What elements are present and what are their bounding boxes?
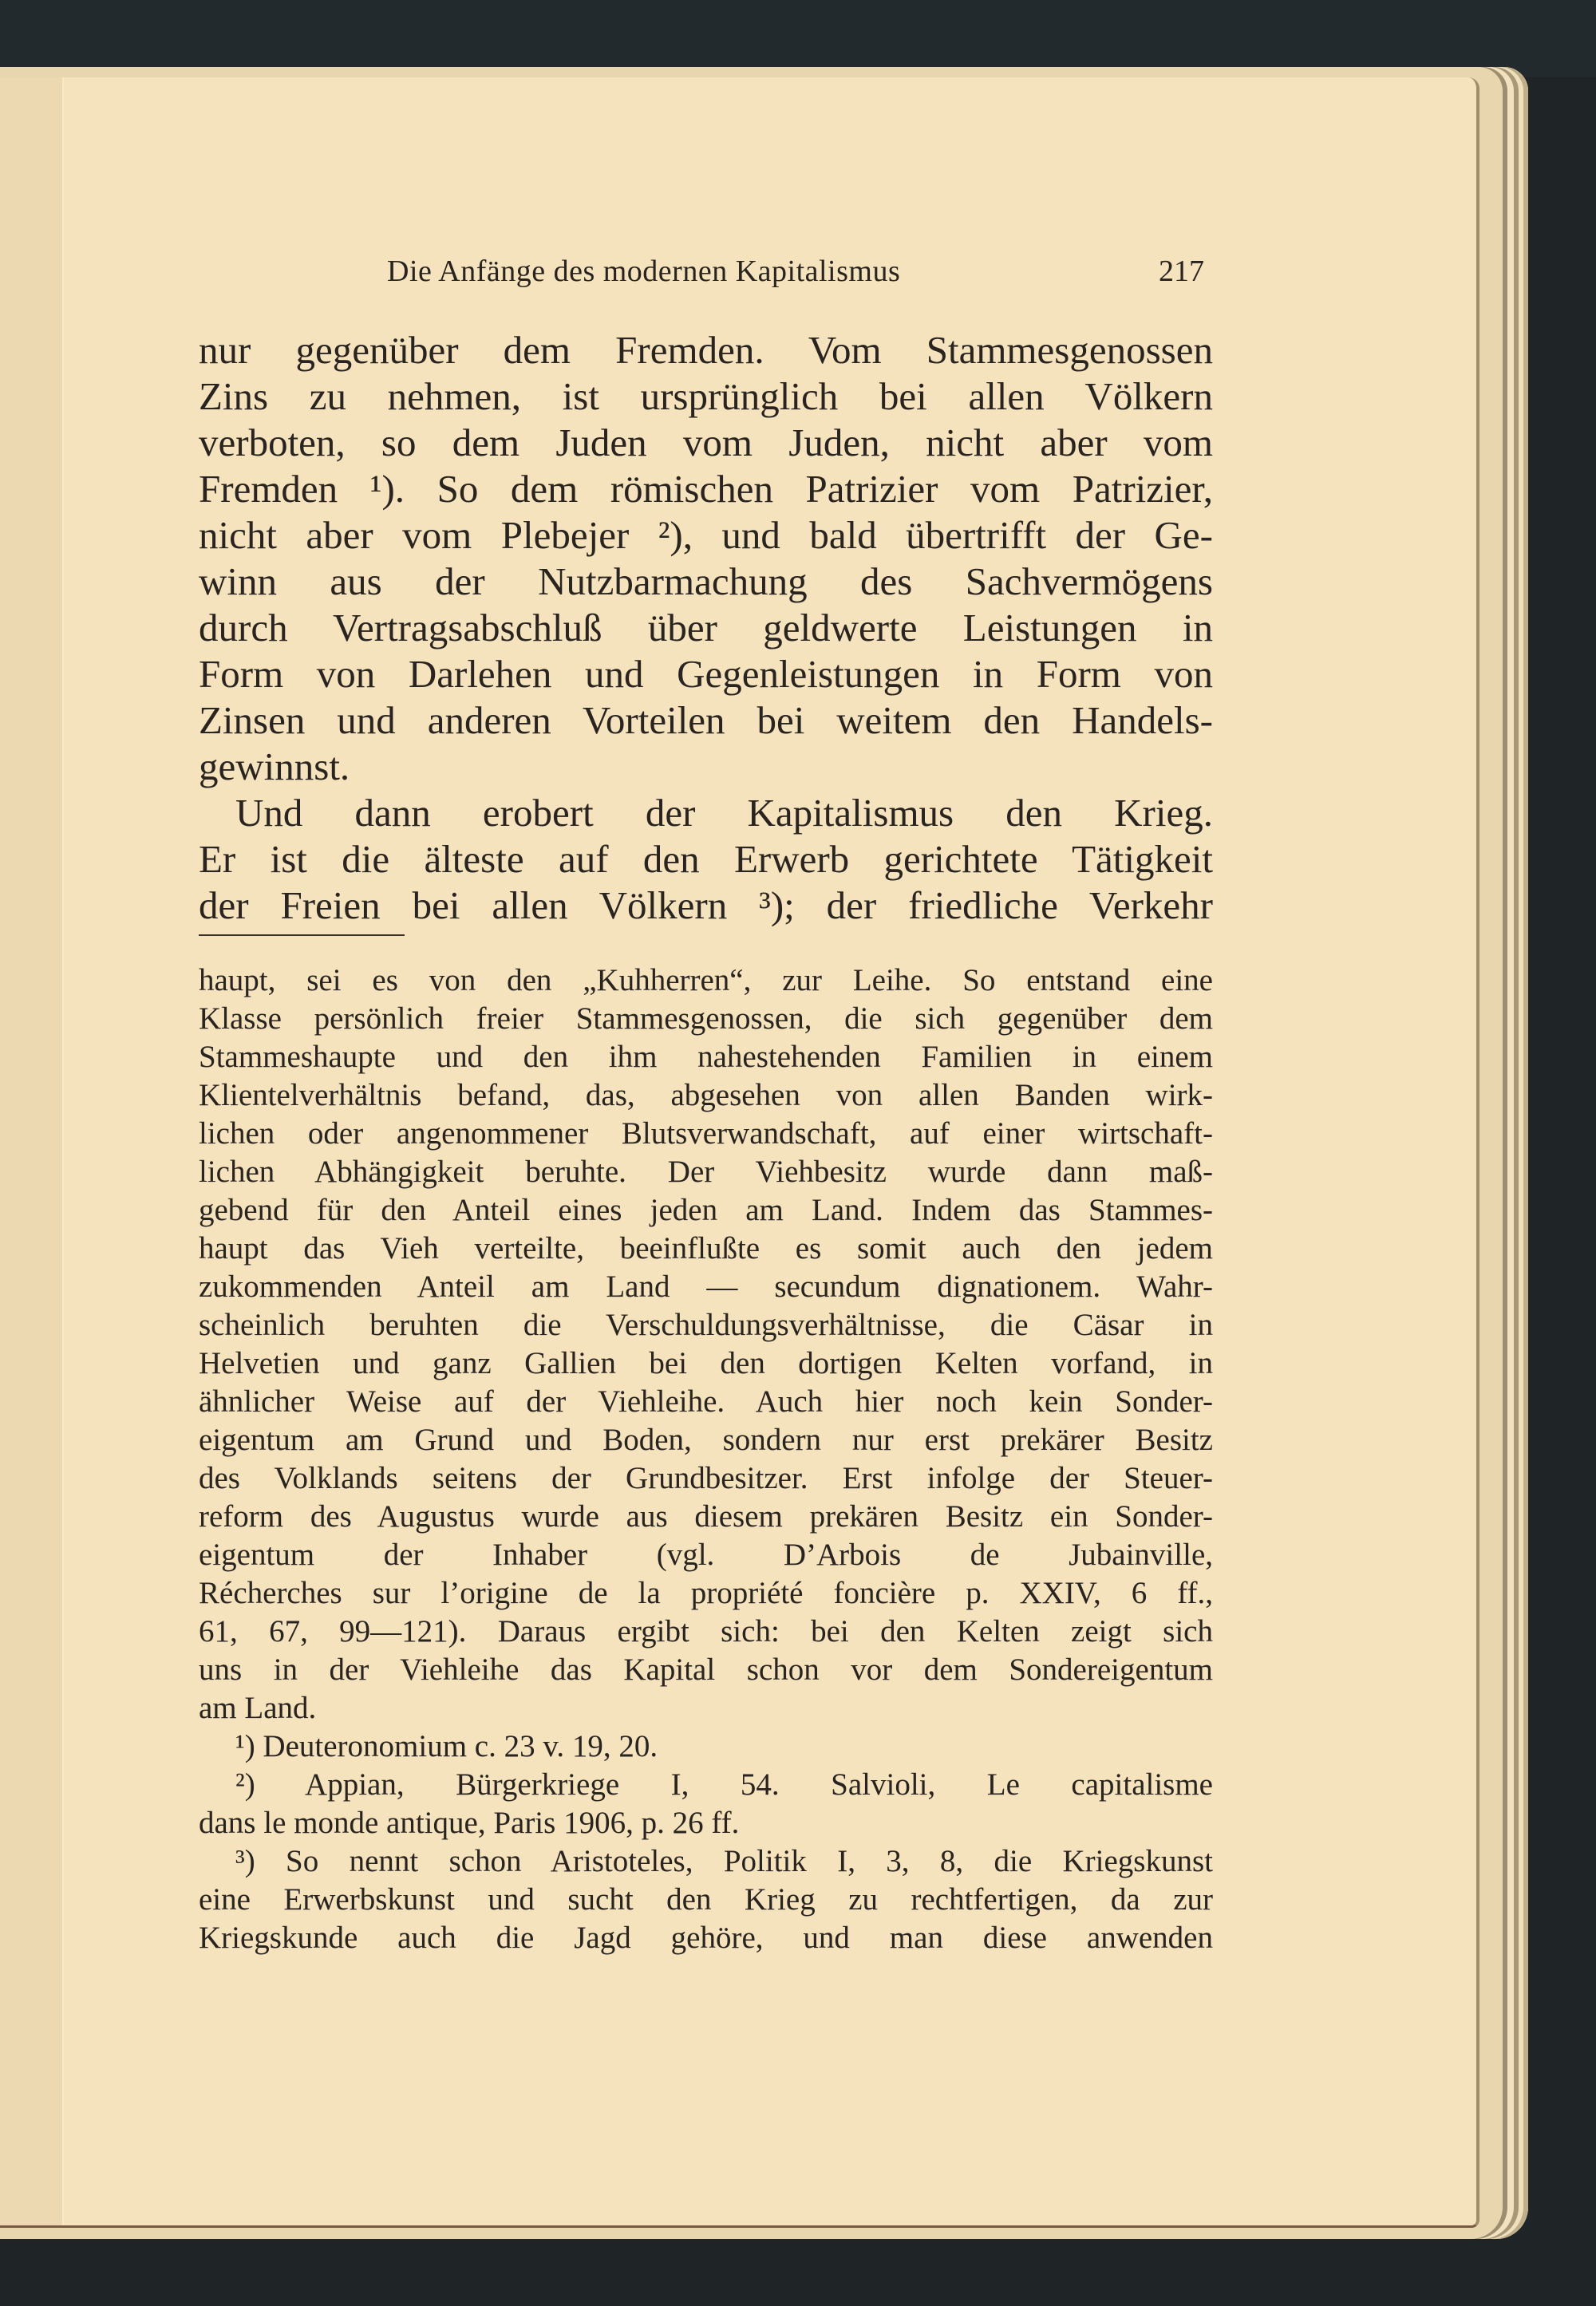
- footnote-line: Récherches sur l’origine de la propriété foncière p. XXIV, 6 ff.,: [199, 1576, 1213, 1610]
- body-text-line: Und dann erobert der Kapitalismus den Krieg.: [235, 791, 1213, 835]
- footnote-line: eigentum am Grund und Boden, sondern nur erst prekärer Besitz: [199, 1423, 1213, 1457]
- body-text-line: nur gegenüber dem Fremden. Vom Stammesgenossen: [199, 328, 1213, 372]
- body-text-line: Er ist die älteste auf den Erwerb gerichtete Tätigkeit: [199, 837, 1213, 881]
- footnote-line: ²) Appian, Bürgerkriege I, 54. Salvioli, Le capitalisme: [235, 1767, 1213, 1802]
- page-number: 217: [1159, 255, 1204, 288]
- scan-background: [0, 0, 1596, 77]
- footnote-line: reform des Augustus wurde aus diesem prekären Besitz ein Sonder-: [199, 1499, 1213, 1534]
- footnote-line: gebend für den Anteil eines jeden am Land. Indem das Stammes-: [199, 1193, 1213, 1227]
- footnote-line: uns in der Viehleihe das Kapital schon vor dem Sondereigentum: [199, 1653, 1213, 1687]
- body-text-line: winn aus der Nutzbarmachung des Sachvermögens: [199, 559, 1213, 603]
- footnote-line: haupt, sei es von den „Kuhherren“, zur Leihe. So entstand eine: [199, 963, 1213, 997]
- footnote-line: Klasse persönlich freier Stammesgenossen, die sich gegenüber dem: [199, 1001, 1213, 1036]
- footnote-line: Klientelverhältnis befand, das, abgesehen von allen Banden wirk-: [199, 1078, 1213, 1112]
- footnote-line: ³) So nennt schon Aristoteles, Politik I, 3, 8, die Kriegskunst: [235, 1844, 1213, 1878]
- footnote-line: am Land.: [199, 1691, 317, 1725]
- book-gutter: [0, 77, 64, 2225]
- body-text-line: Form von Darlehen und Gegenleistungen in Form von: [199, 652, 1213, 696]
- footnote-line: Helvetien und ganz Gallien bei den dortigen Kelten vorfand, in: [199, 1346, 1213, 1380]
- footnote-line: eine Erwerbskunst und sucht den Krieg zu rechtfertigen, da zur: [199, 1882, 1213, 1917]
- footnote-line: des Volklands seitens der Grundbesitzer. Erst infolge der Steuer-: [199, 1461, 1213, 1495]
- body-text-line: Zinsen und anderen Vorteilen bei weitem den Handels-: [199, 698, 1213, 742]
- footnote-line: haupt das Vieh verteilte, beeinflußte es somit auch den jedem: [199, 1231, 1213, 1266]
- footnote-line: ¹) Deuteronomium c. 23 v. 19, 20.: [235, 1729, 658, 1763]
- footnote-line: dans le monde antique, Paris 1906, p. 26 ff.: [199, 1806, 740, 1840]
- running-header-title: Die Anfänge des modernen Kapitalismus: [387, 255, 901, 288]
- footnote-line: ähnlicher Weise auf der Viehleihe. Auch hier noch kein Sonder-: [199, 1384, 1213, 1419]
- body-text-line: der Freien bei allen Völkern ³); der friedliche Verkehr: [199, 883, 1213, 927]
- footnote-line: Kriegskunde auch die Jagd gehöre, und man diese anwenden: [199, 1921, 1213, 1955]
- body-text-line: verboten, so dem Juden vom Juden, nicht aber vom: [199, 421, 1213, 464]
- footnote-line: Stammeshaupte und den ihm nahestehenden Familien in einem: [199, 1040, 1213, 1074]
- body-text-line: gewinnst.: [199, 744, 350, 788]
- body-text-line: Fremden ¹). So dem römischen Patrizier vom Patrizier,: [199, 467, 1213, 511]
- footnote-line: scheinlich beruhten die Verschuldungsverhältnisse, die Cäsar in: [199, 1308, 1213, 1342]
- footnote-separator: [199, 934, 405, 936]
- body-text-line: nicht aber vom Plebejer ²), und bald übertrifft der Ge-: [199, 513, 1213, 557]
- footnote-line: lichen oder angenommener Blutsverwandschaft, auf einer wirtschaft-: [199, 1116, 1213, 1151]
- footnote-line: zukommenden Anteil am Land — secundum dignationem. Wahr-: [199, 1269, 1213, 1304]
- footnote-line: lichen Abhängigkeit beruhte. Der Viehbesitz wurde dann maß-: [199, 1155, 1213, 1189]
- footnote-line: 61, 67, 99—121). Daraus ergibt sich: bei den Kelten zeigt sich: [199, 1614, 1213, 1649]
- body-text-line: Zins zu nehmen, ist ursprünglich bei allen Völkern: [199, 374, 1213, 418]
- body-text-line: durch Vertragsabschluß über geldwerte Leistungen in: [199, 606, 1213, 650]
- footnote-line: eigentum der Inhaber (vgl. D’Arbois de Jubainville,: [199, 1538, 1213, 1572]
